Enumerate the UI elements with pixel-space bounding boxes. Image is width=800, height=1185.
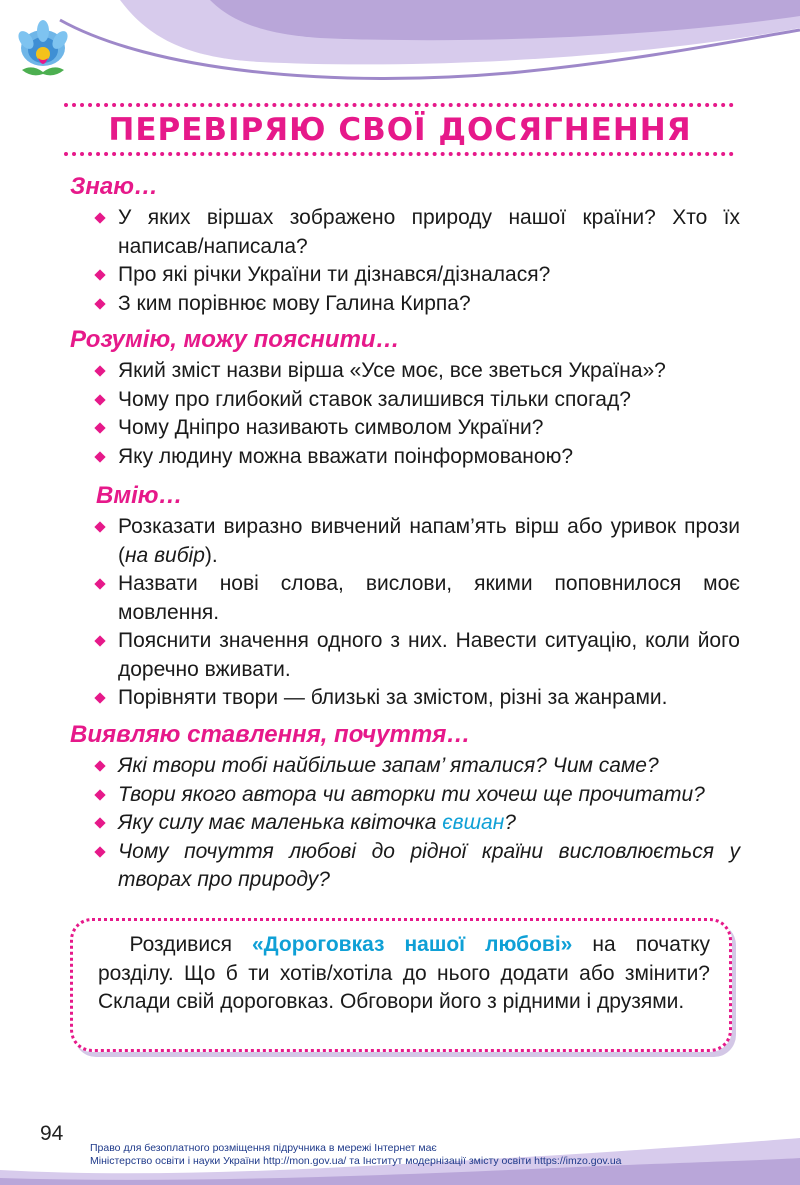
list-item: З ким порівнює мову Галина Кирпа? bbox=[70, 290, 740, 319]
list-item: Розказати виразно вивчений напам’ять вірш або уривок прози (на вибір). bbox=[70, 513, 740, 570]
diamond-bullet-icon bbox=[94, 365, 105, 376]
diamond-bullet-icon bbox=[94, 760, 105, 771]
title-divider-top bbox=[64, 103, 734, 107]
list-item: Чому почуття любові до рідної країни висловлюється у творах про природу? bbox=[70, 838, 740, 895]
section-attitude bbox=[70, 720, 740, 895]
section-understand bbox=[70, 325, 740, 471]
diamond-bullet-icon bbox=[94, 422, 105, 433]
diamond-bullet-icon bbox=[94, 846, 105, 857]
list-item: Який зміст назви вірша «Усе моє, все зветься Україна»? bbox=[70, 357, 740, 386]
list-item: Яку людину можна вважати поінформованою? bbox=[70, 443, 740, 472]
diamond-bullet-icon bbox=[94, 817, 105, 828]
diamond-bullet-icon bbox=[94, 269, 105, 280]
section-heading: Знаю… bbox=[70, 173, 159, 200]
list-item: Яку силу має маленька квіточка євшан? bbox=[70, 809, 740, 838]
task-text: Роздивися «Дороговказ нашої любові» на початку розділу. Що б ти хотів/хотіла до нього додати або змінити? Склади свій дороговказ. Обговори його з рідними і друзями. bbox=[98, 933, 710, 1013]
diamond-bullet-icon bbox=[94, 692, 105, 703]
section-heading: Розумію, можу пояснити… bbox=[70, 326, 400, 353]
section-can bbox=[70, 481, 740, 713]
list-item: Порівняти твори — близькі за змістом, різні за жанрами. bbox=[70, 684, 740, 713]
list-item: Про які річки України ти дізнався/дізналася? bbox=[70, 261, 740, 290]
term-yevshan: євшан bbox=[442, 811, 505, 834]
section-heading: Виявляю ставлення, почуття… bbox=[70, 721, 471, 748]
title-divider-bottom bbox=[64, 152, 734, 156]
list-item: Твори якого автора чи авторки ти хочеш ще прочитати? bbox=[70, 781, 740, 810]
page-number: 94 bbox=[40, 1122, 64, 1145]
top-wave-decoration bbox=[0, 0, 800, 110]
list-item: У яких віршах зображено природу нашої країни? Хто їх написав/написала? bbox=[70, 204, 740, 261]
list-item: Назвати нові слова, вислови, якими поповнилося моє мовлення. bbox=[70, 570, 740, 627]
diamond-bullet-icon bbox=[94, 578, 105, 589]
diamond-bullet-icon bbox=[94, 298, 105, 309]
diamond-bullet-icon bbox=[94, 521, 105, 532]
diamond-bullet-icon bbox=[94, 789, 105, 800]
task-box bbox=[70, 918, 732, 1052]
list-item: Чому Дніпро називають символом України? bbox=[70, 414, 740, 443]
roadmap-link-text: «Дороговказ нашої любові» bbox=[251, 933, 573, 956]
list-item: Пояснити значення одного з них. Навести ситуацію, коли його доречно вживати. bbox=[70, 627, 740, 684]
diamond-bullet-icon bbox=[94, 212, 105, 223]
copyright-footer: Право для безоплатного розміщення підручника в мережі Інтернет має Міністерство освіти і науки України http://mon.gov.ua/ та Інститут модернізації змісту освіти https://imzo.gov.ua bbox=[90, 1142, 622, 1167]
diamond-bullet-icon bbox=[94, 635, 105, 646]
diamond-bullet-icon bbox=[94, 451, 105, 462]
list-item: Які твори тобі найбільше запам’ яталися? Чим саме? bbox=[70, 752, 740, 781]
flower-logo-icon bbox=[10, 18, 76, 88]
section-know bbox=[70, 172, 740, 318]
page-title: ПЕРЕВІРЯЮ СВОЇ ДОСЯГНЕННЯ bbox=[108, 112, 692, 148]
diamond-bullet-icon bbox=[94, 394, 105, 405]
section-heading: Вмію… bbox=[96, 482, 183, 509]
list-item: Чому про глибокий ставок залишився тільки спогад? bbox=[70, 386, 740, 415]
